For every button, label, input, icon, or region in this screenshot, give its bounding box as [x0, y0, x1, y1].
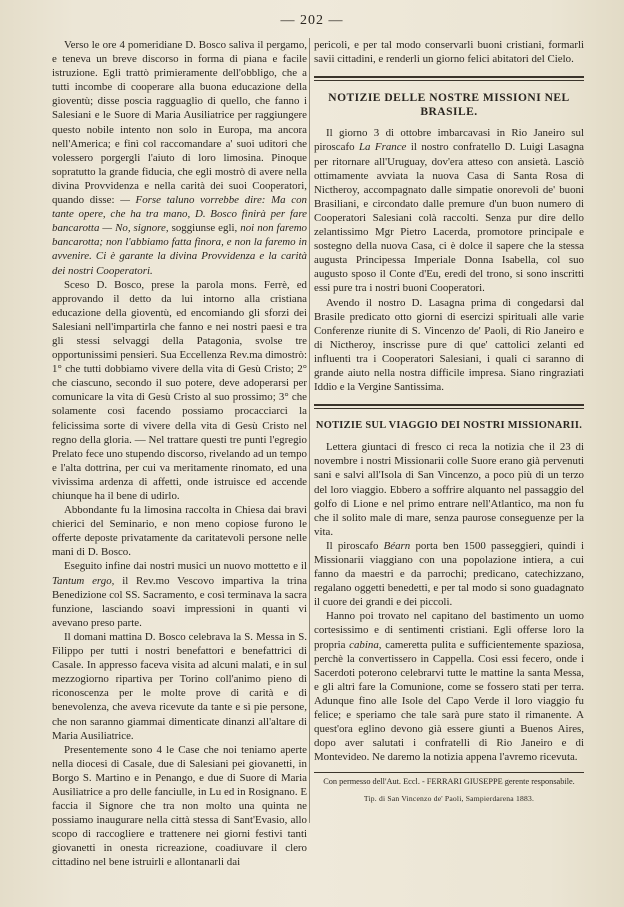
- paragraph-text: Eseguito infine dai nostri musici un nuovo mottetto e il: [64, 560, 307, 573]
- section-heading-brasile: NOTIZIE DELLE NOSTRE MISSIONI NEL BRASILE.: [328, 92, 570, 119]
- section-rule: [314, 80, 584, 81]
- quote-text: — Forse taluno vorrebbe dire: Ma con tante opere, che ha tra mano, D. Bosco finirà per fare bancarotta — No, signore,: [52, 194, 307, 235]
- left-column: [52, 38, 307, 870]
- section-rule: [314, 404, 584, 406]
- section-rule: [314, 408, 584, 409]
- ship-name: Béarn: [383, 539, 411, 552]
- page-number: — 202 —: [280, 13, 344, 28]
- permission-line: Con permesso dell'Aut. Eccl. - FERRARI GIUSEPPE gerente responsabile.: [323, 777, 575, 787]
- column-divider: [309, 38, 310, 823]
- paragraph-text: il Rev.mo Vescovo impartiva la trina Benedizione col SS. Sacramento, e così terminava la sacra funzione, lasciando soavi impressioni in quanti vi avevano preso parte.: [52, 574, 307, 629]
- paragraph: Presentemente sono 4 le Case che noi teniamo aperte nella diocesi di Casale, due di Salesiani pei giovanetti, in Borgo S. Martino e in Penango, e due di Suore di Maria Ausiliatrice a pro delle fanciulle, in Lu ed in Rosignano. E faccia il Signore che tra non molto una quinta ne possiamo inaugurare nella città stessa di Sant'Evasio, allo scopo di raccogliere e trattenere nei giorni festivi tanti giovanetti in onesta ricreazione, coadiuvare il clero cittadino nel bene istruirli e allontanarli dai: [52, 743, 307, 869]
- paragraph: Sceso D. Bosco, prese la parola mons. Ferrè, ed approvando il detto da lui intorno alla cristiana educazione della gioventù, ed encomiando gli sforzi dei Salesiani nell'impartirla che fanno e nei nostri paesi e tra gli stessi selvaggi della Patagonia, svolse tre opportunissimi pensieri. Sua Eccellenza Rev.ma dimostrò: 1° che tutti dobbiamo vivere della vita di Gesù Cristo; 2° che ciascuno, secondo il suo potere, deve adoperarsi per comunicare la vita di Gesù Cristo al suo prossimo; 3° che solamente così facendo possiamo procacciarci la felicissima sorte di vivere della vita di Gesù Cristo nel regno della gloria. — Nel trattare questi tre punti l'egregio Prelato fece uno stupendo discorso, rivelando ad un tempo e l'alta dottrina, per cui va meritamente rinomato, ed una vivissima ardenza di affetti, onde istruisce ed accende chiunque ha il bene di udirlo.: [52, 278, 307, 502]
- printer-imprint: Tip. di San Vincenzo de' Paoli, Sampierdarena 1883.: [363, 794, 535, 804]
- paragraph-text: Verso le ore 4 pomeridiane D. Bosco saliva il pergamo, e teneva un breve discorso in forma di piana e facile istruzione. Egli trattò primieramente dell'obbligo, che a tutti incombe di cooperare alla buona educazione della gioventù; disse poscia ragguaglio di quello, che fanno i Salesiani e le Suore di Maria Ausiliatrice per raggiungere questo nobile intento non solo in Europa, ma ancora nell'America; e finì col raccomandare a' suoi uditori che volessero porgergli l'aiuto di loro limosina. Pinoque sopratutto la grande fiducia, che egli mostrò di avere nella divina Provvidenza e nella carità dei suoi Cooperatori, quando disse:: [52, 39, 307, 207]
- paragraph: [314, 539, 584, 609]
- paragraph: Avendo il nostro D. Lasagna prima di congedarsi dal Brasile predicato otto giorni di esercizi spirituali alle varie Conferenze riunite di S. Vincenzo de' Paoli, di Rio Janeiro e di Nictheroy, inscrisse pure di que' cattolici zelanti ed influenti tra i Cooperatori Salesiani, i quali ci saranno di grande aiuto nella nostra difficile impresa. Siano ringraziati Iddio e la Vergine Santissima.: [314, 296, 584, 394]
- section-heading-viaggio: NOTIZIE SUL VIAGGIO DEI NOSTRI MISSIONARII.: [315, 420, 583, 432]
- section-rule: [314, 76, 584, 78]
- paragraph: Lettera giuntaci di fresco ci reca la notizia che il 23 di novembre i nostri Missionarii colle Suore erano già pervenuti sani e salvi all'Isola di San Vincenzo, a poco più di un terzo del loro viaggio. Ebbero a soffrire alquanto nel passaggio del golfo di Lione e nel primo entrare nell'Atlantico, ma non fu che il solito male di mare, senza paurose conseguenze per la vita.: [314, 441, 584, 538]
- paragraph: [314, 609, 584, 764]
- footer-rule: [314, 772, 584, 773]
- ship-name: La France: [358, 141, 407, 154]
- paragraph: Abbondante fu la limosina raccolta in Chiesa dai bravi chierici del Seminario, e non meno copiose furono le offerte deposte privatamente da caritatevoli persone nelle mani di D. Bosco.: [52, 504, 307, 559]
- paragraph-text: Il piroscafo: [326, 539, 379, 552]
- hymn-title: Tantum ergo,: [52, 574, 115, 587]
- paragraph: Il domani mattina D. Bosco celebrava la S. Messa in S. Filippo per tutti i nostri benefattori e benefattrici di Casale. In appresso faceva visita ad alcuni malati, e in sul mezzogiorno ripartiva per Torino coll'animo pieno di riconoscenza per le molte prove di carità e di benevolenza, che aveva ricevute da tante e sì pie persone, che non saranno giammai dimenticate dinanzi all'altare di Maria Ausiliatrice.: [52, 630, 307, 742]
- right-column: [314, 38, 584, 804]
- paragraph: [52, 38, 307, 278]
- paragraph-text: il nostro confratello D. Luigi Lasagna per ritornare all'Uruguay, dov'era atteso con ansietà. Lasciò ottimamente avviata la nuova Casa di Santa Rosa di Nictheroy, accompagnato dalle simpatie onorevoli de' buoni Brasiliani, e circondato dalle premure d'un buon numero di Cooperatori Salesiani colà raccolti. Senza pur dire dello zelantissimo Mgr Pietro Lacerda, promotore principale e sostegno della nuova Casa, ci è dolce il sapere che la stessa augusta Principessa Imperiale Donna Isabella, col suo augusto sposo il Conte d'Eu, eredi del trono, si sono inscritti essi pure tra i nostri buoni Cooperatori.: [314, 141, 584, 295]
- quote-text: noi non faremo bancarotta; non l'abbiamo fatta finora, e non la faremo in avvenire. Ci è garante la divina Provvidenza e la carità dei nostri Cooperatori.: [52, 222, 308, 277]
- emphasis-word: cabina,: [349, 638, 382, 651]
- paragraph: [314, 126, 584, 295]
- quote-interjection: soggiunse egli,: [171, 222, 238, 235]
- continuation-paragraph: pericoli, e per tal modo conservarli buoni cristiani, formarli savii cittadini, e renderli un giorno felici abitatori del Cielo.: [314, 39, 584, 66]
- paragraph-text: Il giorno 3 di ottobre imbarcavasi in Rio Janeiro sul piroscafo: [314, 127, 584, 154]
- paragraph-text: Hanno poi trovato nel capitano del bastimento un uomo cortesissimo e di sentimenti cristiani. Egli offerse loro la propria: [314, 610, 584, 651]
- paragraph-text: cameretta pulita e sufficientemente spaziosa, perchè la convertissero in Cappella. Così essi fecero, onde i Sacerdoti poterono celebrarvi tutte le mattine la santa Messa, e gli altri fare la Comunione, come se fossero stati per terra. Adunque fino alle Isole del Capo Verde il loro viaggio fu felice; e speriamo che tale sarà pure stato il rimanente. A quest'ora eglino devono già essere giunti a Buenos Aires, dopo aver salutati i confratelli di Rio Janeiro e di Montevideo. Ne daremo la notizia appena l'avremo ricevuta.: [314, 638, 584, 764]
- paragraph: [52, 559, 307, 629]
- paragraph-text: porta ben 1500 passeggieri, quindi i Missionarii viaggiano con una popolazione intiera, a cui fanno da maestri e da parrochi; predicano, catechizzano, regalano oggetti benedetti, e per tal modo si sono guadagnato il cuore dei grandi e dei piccoli.: [314, 539, 584, 609]
